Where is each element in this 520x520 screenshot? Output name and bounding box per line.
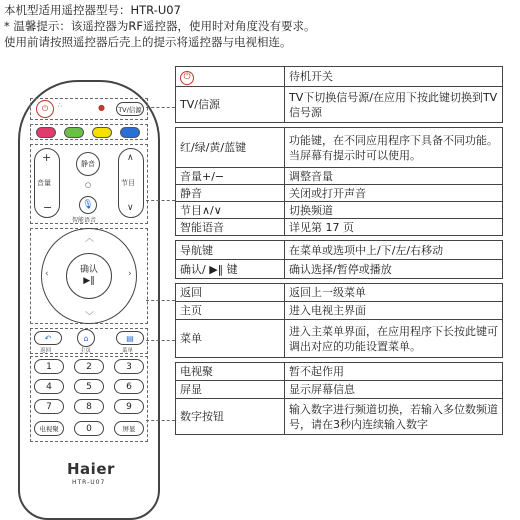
back-label: 返回 bbox=[40, 348, 52, 354]
table-row bbox=[176, 399, 503, 435]
number-key-8[interactable]: 8 bbox=[74, 399, 104, 414]
function-table bbox=[175, 66, 503, 435]
row-desc: 功能键，在不同应用程序下具备不同功能。当屏幕有提示时可以使用。 bbox=[285, 128, 503, 168]
leader-line-back bbox=[146, 340, 175, 341]
number-key-2[interactable]: 2 bbox=[74, 359, 104, 374]
instructions-header bbox=[4, 2, 316, 50]
row-key: 菜单 bbox=[176, 320, 285, 358]
row-key: 确认/ ▶‖ 键 bbox=[176, 260, 285, 279]
row-desc: 调整音量 bbox=[285, 168, 503, 185]
row-desc: TV下切换信号源/在应用下按此键切换到TV信号源 bbox=[285, 87, 503, 123]
table-row bbox=[176, 302, 503, 320]
table-row bbox=[176, 241, 503, 260]
chevron-up-icon: ∧ bbox=[127, 153, 134, 163]
row-desc: 详见第 17 页 bbox=[285, 219, 503, 236]
row-desc: 切换频道 bbox=[285, 202, 503, 219]
row-desc: 关闭或打开声音 bbox=[285, 185, 503, 202]
number-key-7[interactable]: 7 bbox=[34, 399, 64, 414]
minus-icon: − bbox=[43, 201, 53, 214]
leader-line-top bbox=[146, 107, 175, 108]
row-desc: 显示屏幕信息 bbox=[285, 381, 503, 399]
table-row bbox=[176, 67, 503, 87]
voice-label: 智能语音 bbox=[72, 217, 97, 224]
nav-right-icon: › bbox=[128, 269, 132, 279]
row-desc: 进入主菜单界面，在应用程序下长按此键可调出对应的功能设置菜单。 bbox=[285, 320, 503, 358]
channel-label: 节目 bbox=[121, 179, 135, 187]
row-key: 红/绿/黄/蓝键 bbox=[176, 128, 285, 168]
number-key-0[interactable]: 0 bbox=[74, 421, 104, 436]
table-row bbox=[176, 284, 503, 302]
row-desc: 在菜单或选项中上/下/左/右移动 bbox=[285, 241, 503, 260]
home-label: 主页 bbox=[80, 348, 92, 354]
row-key: 屏显 bbox=[176, 381, 285, 399]
plus-icon: + bbox=[42, 151, 52, 164]
number-key-3[interactable]: 3 bbox=[114, 359, 144, 374]
table-row bbox=[176, 320, 503, 358]
tv-source-button[interactable]: TV/信源 bbox=[116, 102, 144, 116]
brand-logo: Haier bbox=[67, 460, 115, 478]
indicator-led-icon: ● bbox=[98, 103, 105, 112]
leader-line-num bbox=[146, 420, 175, 421]
nav-down-icon: ﹀ bbox=[85, 312, 95, 322]
table-row bbox=[176, 128, 503, 168]
row-desc: 确认选择/暂停或播放 bbox=[285, 260, 503, 279]
model-line: 本机型适用遥控器型号：HTR-U07 bbox=[4, 3, 181, 17]
display-key[interactable]: 屏显 bbox=[114, 421, 144, 436]
row-key: 导航键 bbox=[176, 241, 285, 260]
table-row bbox=[176, 168, 503, 185]
nav-up-icon: ︿ bbox=[85, 234, 95, 244]
number-key-1[interactable]: 1 bbox=[34, 359, 64, 374]
ok-label: 确认 bbox=[79, 265, 98, 275]
nav-left-icon: ‹ bbox=[45, 269, 49, 279]
row-key: 主页 bbox=[176, 302, 285, 320]
tv-gather-key[interactable]: 电视聚 bbox=[34, 421, 64, 436]
green-key[interactable] bbox=[64, 127, 84, 138]
ok-button[interactable] bbox=[66, 253, 112, 299]
row-key: 音量+/− bbox=[176, 168, 285, 185]
row-key: 数字按钮 bbox=[176, 399, 285, 435]
mic-dots-icon: ∴ bbox=[58, 102, 62, 109]
play-pause-icon: ▶‖ bbox=[83, 276, 95, 286]
table-row bbox=[176, 219, 503, 236]
power-icon: ⏻ bbox=[180, 71, 194, 85]
dot-icon: ○ bbox=[85, 181, 92, 189]
volume-label: 音量 bbox=[37, 179, 51, 187]
row-key: 返回 bbox=[176, 284, 285, 302]
blue-key[interactable] bbox=[120, 127, 140, 138]
pairing-line: 使用前请按照遥控器后壳上的提示将遥控器与电视相连。 bbox=[4, 35, 292, 49]
row-key: 电视聚 bbox=[176, 363, 285, 381]
model-label: HTR-U07 bbox=[72, 479, 106, 486]
row-desc: 输入数字进行频道切换，若输入多位数频道号，请在3秒内连续输入数字 bbox=[285, 399, 503, 435]
menu-icon[interactable]: ▤ bbox=[116, 331, 144, 345]
row-key: 节目∧/∨ bbox=[176, 202, 285, 219]
navigation-ring[interactable] bbox=[41, 228, 137, 324]
table-row bbox=[176, 363, 503, 381]
yellow-key[interactable] bbox=[92, 127, 112, 138]
row-key: TV/信源 bbox=[176, 87, 285, 123]
mute-button[interactable]: 静音 bbox=[76, 152, 100, 176]
leader-line-vol bbox=[146, 200, 175, 201]
number-key-5[interactable]: 5 bbox=[74, 379, 104, 394]
number-key-4[interactable]: 4 bbox=[34, 379, 64, 394]
home-icon[interactable]: ⌂ bbox=[77, 329, 95, 347]
row-key: 智能语音 bbox=[176, 219, 285, 236]
table-row bbox=[176, 185, 503, 202]
row-desc: 暂不起作用 bbox=[285, 363, 503, 381]
row-desc: 返回上一级菜单 bbox=[285, 284, 503, 302]
row-desc: 待机开关 bbox=[285, 67, 503, 87]
back-icon[interactable]: ↶ bbox=[34, 331, 62, 345]
row-key: 静音 bbox=[176, 185, 285, 202]
menu-label: 菜单 bbox=[122, 348, 134, 354]
table-row bbox=[176, 260, 503, 279]
table-row bbox=[176, 381, 503, 399]
chevron-down-icon: ∨ bbox=[127, 203, 134, 213]
row-desc: 进入电视主界面 bbox=[285, 302, 503, 320]
remote-illustration bbox=[18, 80, 160, 520]
microphone-icon[interactable]: 🎙 bbox=[79, 196, 97, 214]
number-key-6[interactable]: 6 bbox=[114, 379, 144, 394]
red-key[interactable] bbox=[36, 127, 56, 138]
leader-line-nav bbox=[146, 300, 175, 301]
tip-line: * 温馨提示：该遥控器为RF遥控器，使用时对角度没有要求。 bbox=[4, 19, 316, 33]
table-row bbox=[176, 202, 503, 219]
power-icon[interactable]: ⏻ bbox=[36, 100, 54, 118]
number-key-9[interactable]: 9 bbox=[114, 399, 144, 414]
table-row bbox=[176, 87, 503, 123]
